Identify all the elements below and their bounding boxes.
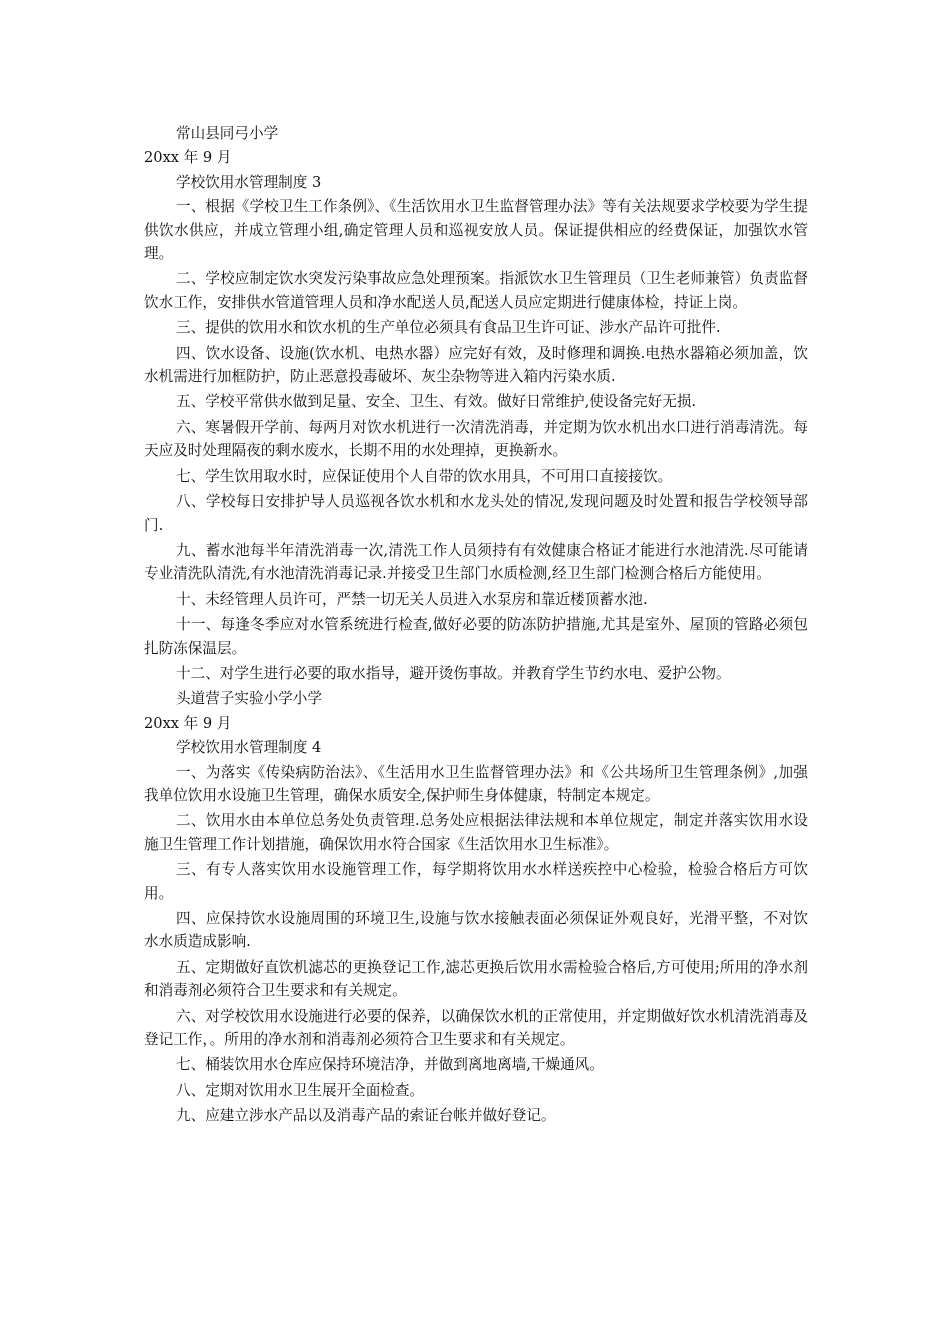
clause-paragraph: 四、饮水设备、设施(饮水机、电热水器）应完好有效，及时修理和调换.电热水器箱必须加盖，饮水机需进行加框防护，防止恶意投毒破坏、灰尘杂物等进入箱内污染水质. [144,344,808,386]
clause-paragraph: 十、未经管理人员许可，严禁一切无关人员进入水泵房和靠近楼顶蓄水池. [176,590,648,608]
document-body [144,122,808,1130]
clause-paragraph: 七、桶装饮用水仓库应保持环境洁净，并做到离地离墙,干燥通风。 [176,1056,604,1074]
organization-signature: 常山县同弓小学 [176,125,279,142]
clause-paragraph: 四、应保持饮水设施周围的环境卫生,设施与饮水接触表面必须保证外观良好，光滑平整，不对饮水水质造成影响. [144,910,808,951]
clause-paragraph: 八、学校每日安排护导人员巡视各饮水机和水龙头处的情况,发现问题及时处置和报告学校领导部门. [144,493,808,534]
clause-paragraph: 三、提供的饮用水和饮水机的生产单位必须具有食品卫生许可证、涉水产品许可批件. [176,319,721,337]
clause-paragraph: 七、学生饮用取水时，应保证使用个人自带的饮水用具，不可用口直接接饮。 [176,467,673,485]
clause-paragraph: 一、根据《学校卫生工作条例》、《生活饮用水卫生监督管理办法》等有关法规要求学校要为学生提供饮水供应，并成立管理小组,确定管理人员和巡视安放人员。保证提供相应的经费保证，加强饮水管理。 [144,198,808,263]
clause-paragraph: 三、有专人落实饮用水设施管理工作，每学期将饮用水水样送疾控中心检验，检验合格后方可饮用。 [144,861,808,902]
clause-paragraph: 十一、每逢冬季应对水管系统进行检查,做好必要的防冻防护措施,尤其是室外、屋顶的管路必须包扎防冻保温层。 [144,616,808,657]
clause-paragraph: 二、饮用水由本单位总务处负责管理.总务处应根据法律法规和本单位规定，制定并落实饮用水设施卫生管理工作计划措施，确保饮用水符合国家《生活饮用水卫生标准》。 [144,812,808,853]
clause-paragraph: 二、学校应制定饮水突发污染事故应急处理预案。指派饮水卫生管理员（卫生老师兼管）负责监督饮水工作，安排供水管道管理人员和净水配送人员,配送人员应定期进行健康体检，持证上岗。 [144,270,808,311]
clause-paragraph: 八、定期对饮用水卫生展开全面检查。 [176,1081,425,1099]
clause-paragraph: 五、定期做好直饮机滤芯的更换登记工作,滤芯更换后饮用水需检验合格后,方可使用;所用的净水剂和消毒剂必须符合卫生要求和有关规定。 [144,958,808,1000]
clause-paragraph: 六、寒暑假开学前、每两月对饮水机进行一次清洗消毒，并定期为饮水机出水口进行消毒清洗。每天应及时处理隔夜的剩水废水，长期不用的水处理掉，更换新水。 [144,418,808,460]
clause-paragraph: 一、为落实《传染病防治法》、《生活用水卫生监督管理办法》和《公共场所卫生管理条例》,加强我单位饮用水设施卫生管理，确保水质安全,保护师生身体健康，特制定本规定。 [144,763,808,804]
clause-paragraph: 六、对学校饮用水设施进行必要的保养，以确保饮水机的正常使用，并定期做好饮水机清洗消毒及登记工作，。所用的净水剂和消毒剂必须符合卫生要求和有关规定。 [144,1007,808,1049]
signature-date: 20xx 年 9 月 [144,714,232,732]
clause-paragraph: 五、学校平常供水做到足量、安全、卫生、有效。做好日常维护,使设备完好无损. [176,393,697,411]
clause-paragraph: 九、应建立涉水产品以及消毒产品的索证台帐并做好登记。 [176,1107,556,1125]
section-title: 学校饮用水管理制度 4 [176,739,322,757]
signature-date: 20xx 年 9 月 [144,149,232,167]
section-title: 学校饮用水管理制度 3 [176,173,322,191]
organization-signature: 头道营子实验小学小学 [176,690,322,708]
clause-paragraph: 九、蓄水池每半年清洗消毒一次,清洗工作人员须持有有效健康合格证才能进行水池清洗.尽可能请专业清洗队清洗,有水池清洗消毒记录.并接受卫生部门水质检测,经卫生部门检测合格后方能使用。 [144,541,808,583]
clause-paragraph: 十二、对学生进行必要的取水指导，避开烫伤事故。并教育学生节约水电、爱护公物。 [176,664,731,682]
